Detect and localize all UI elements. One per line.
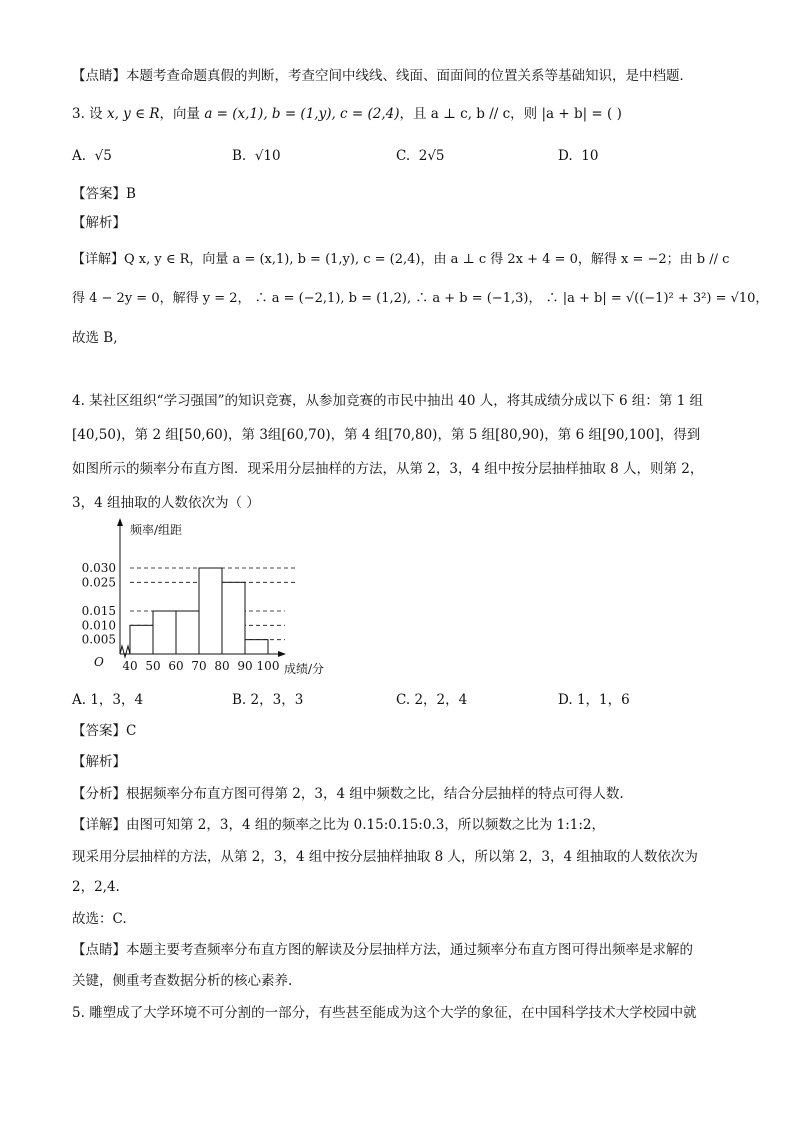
- q3-option-d-value: 10: [581, 148, 599, 164]
- q3-stem: [72, 104, 622, 124]
- y-tick-label: 0.010: [81, 618, 116, 633]
- q4-fenxi: 【分析】根据频率分布直方图可得第 2，3，4 组中频数之比，结合分层抽样的特点可得人数.: [72, 786, 624, 802]
- chart-bars: [130, 568, 268, 654]
- q3-detail-line3: 故选 B,: [72, 330, 118, 346]
- q4-option-d-label: D.: [558, 692, 573, 708]
- q4-option-b-label: B.: [232, 692, 247, 708]
- q3-stem-cond: ，且 a ⊥ c, b // c，则 |a + b| = ( ): [399, 106, 622, 122]
- y-tick-label: 0.015: [81, 604, 116, 618]
- q3-option-d: [558, 146, 598, 166]
- q3-option-c-label: C.: [396, 148, 411, 164]
- x-axis-title: 成绩/分: [284, 662, 325, 676]
- x-tick-label: 80: [214, 659, 230, 673]
- q4-option-b: [232, 690, 303, 710]
- q5-line1: 5. 雕塑成了大学环境不可分割的一部分，有些甚至能成为这个大学的象征，在中国科学技术大学校园中就: [72, 1005, 697, 1021]
- q3-option-b: [232, 146, 281, 166]
- origin-label: O: [94, 655, 104, 669]
- q3-option-c: [396, 146, 445, 166]
- x-tick-label: 60: [168, 659, 184, 673]
- q3-option-b-value: √10: [254, 148, 281, 164]
- y-tick-label: 0.030: [81, 561, 116, 575]
- q3-detail-line2: 得 4 − 2y = 0，解得 y = 2， ∴ a = (−2,1), b = (1,2), ∴ a + b = (−1,3)， ∴ |a + b| = √((−1)² + 3²) = √10，: [72, 291, 769, 306]
- q4-line3: 如图所示的频率分布直方图．现采用分层抽样的方法，从第 2，3，4 组中按分层抽样抽取 8 人，则第 2，: [72, 461, 704, 477]
- q3-option-b-label: B.: [232, 148, 247, 164]
- q4-detail3: 2，2,4.: [72, 879, 120, 895]
- y-tick-label: 0.025: [81, 575, 116, 590]
- histogram-bar: [130, 625, 153, 654]
- histogram-bar: [153, 611, 176, 654]
- q4-note1: 【点睛】本题主要考查频率分布直方图的解读及分层抽样方法，通过频率分布直方图可得出频率是求解的: [72, 942, 693, 958]
- q3-stem-prefix: 3. 设: [72, 106, 103, 122]
- q3-stem-vectors: a = (x,1), b = (1,y), c = (2,4): [204, 106, 400, 122]
- q4-line4: 3，4 组抽取的人数依次为（ ）: [72, 495, 260, 511]
- histogram-chart: [70, 518, 350, 683]
- q4-option-d: [558, 690, 630, 710]
- q3-analysis-label: 【解析】: [72, 215, 126, 231]
- q4-option-c: [396, 690, 467, 710]
- q3-option-a-label: A.: [72, 148, 87, 164]
- x-tick-label: 90: [237, 659, 253, 673]
- y-axis-arrow: [117, 518, 123, 526]
- axis-break-mark: [120, 646, 130, 657]
- x-tick-label: 40: [122, 659, 138, 673]
- q2-note: 【点睛】本题考查命题真假的判断，考查空间中线线、线面、面面间的位置关系等基础知识，是中档题．: [72, 68, 693, 84]
- q3-detail-line1: 【详解】Q x, y ∈ R，向量 a = (x,1), b = (1,y), c = (2,4)，由 a ⊥ c 得 2x + 4 = 0，解得 x = −2；由 b // c: [72, 252, 730, 267]
- x-tick-label: 100: [256, 659, 280, 673]
- q4-detail2: 现采用分层抽样的方法，从第 2，3，4 组中按分层抽样抽取 8 人，所以第 2，3，4 组抽取的人数依次为: [72, 849, 698, 865]
- q4-line2: [40,50)，第 2 组[50,60)，第 3组[60,70)，第 4 组[70,80)，第 5 组[80,90)，第 6 组[90,100]，得到: [72, 427, 701, 443]
- q4-option-c-label: C.: [396, 692, 411, 708]
- q3-option-a: [72, 146, 112, 166]
- y-axis-title: 频率/组距: [130, 523, 183, 537]
- q3-option-d-label: D.: [558, 148, 573, 164]
- y-tick-label: 0.005: [81, 632, 116, 647]
- q4-note2: 关键，侧重考查数据分析的核心素养.: [72, 973, 293, 989]
- q3-stem-vars: x, y ∈ R: [106, 106, 160, 122]
- q4-option-c-value: 2，2，4: [414, 692, 468, 708]
- histogram-bar: [245, 640, 268, 654]
- q4-option-d-value: 1，1，6: [576, 692, 630, 708]
- q3-option-c-value: 2√5: [418, 148, 445, 164]
- histogram-bar: [176, 611, 199, 654]
- q4-line1: 4. 某社区组织“学习强国”的知识竞赛，从参加竞赛的市民中抽出 40 人，将其成绩分成以下 6 组：第 1 组: [72, 393, 704, 409]
- q4-answer: 【答案】C: [72, 723, 137, 739]
- q4-option-b-value: 2，3，3: [250, 692, 304, 708]
- x-axis-arrow: [278, 651, 286, 657]
- histogram-bar: [222, 582, 245, 654]
- q3-answer: 【答案】B: [72, 186, 136, 202]
- histogram-bar: [199, 568, 222, 654]
- q3-option-a-value: √5: [94, 148, 112, 164]
- x-tick-label: 70: [191, 659, 207, 673]
- q4-analysis-label: 【解析】: [72, 754, 126, 770]
- q4-choose: 故选：C.: [72, 911, 127, 927]
- q4-detail1: 【详解】由图可知第 2，3，4 组的频率之比为 0.15:0.15:0.3，所以频数之比为 1:1:2，: [72, 817, 605, 833]
- q4-option-a-label: A.: [72, 692, 87, 708]
- q3-stem-mid: ，向量: [159, 106, 201, 122]
- x-tick-label: 50: [145, 659, 161, 673]
- q4-option-a: [72, 690, 143, 710]
- q4-option-a-value: 1，3，4: [90, 692, 144, 708]
